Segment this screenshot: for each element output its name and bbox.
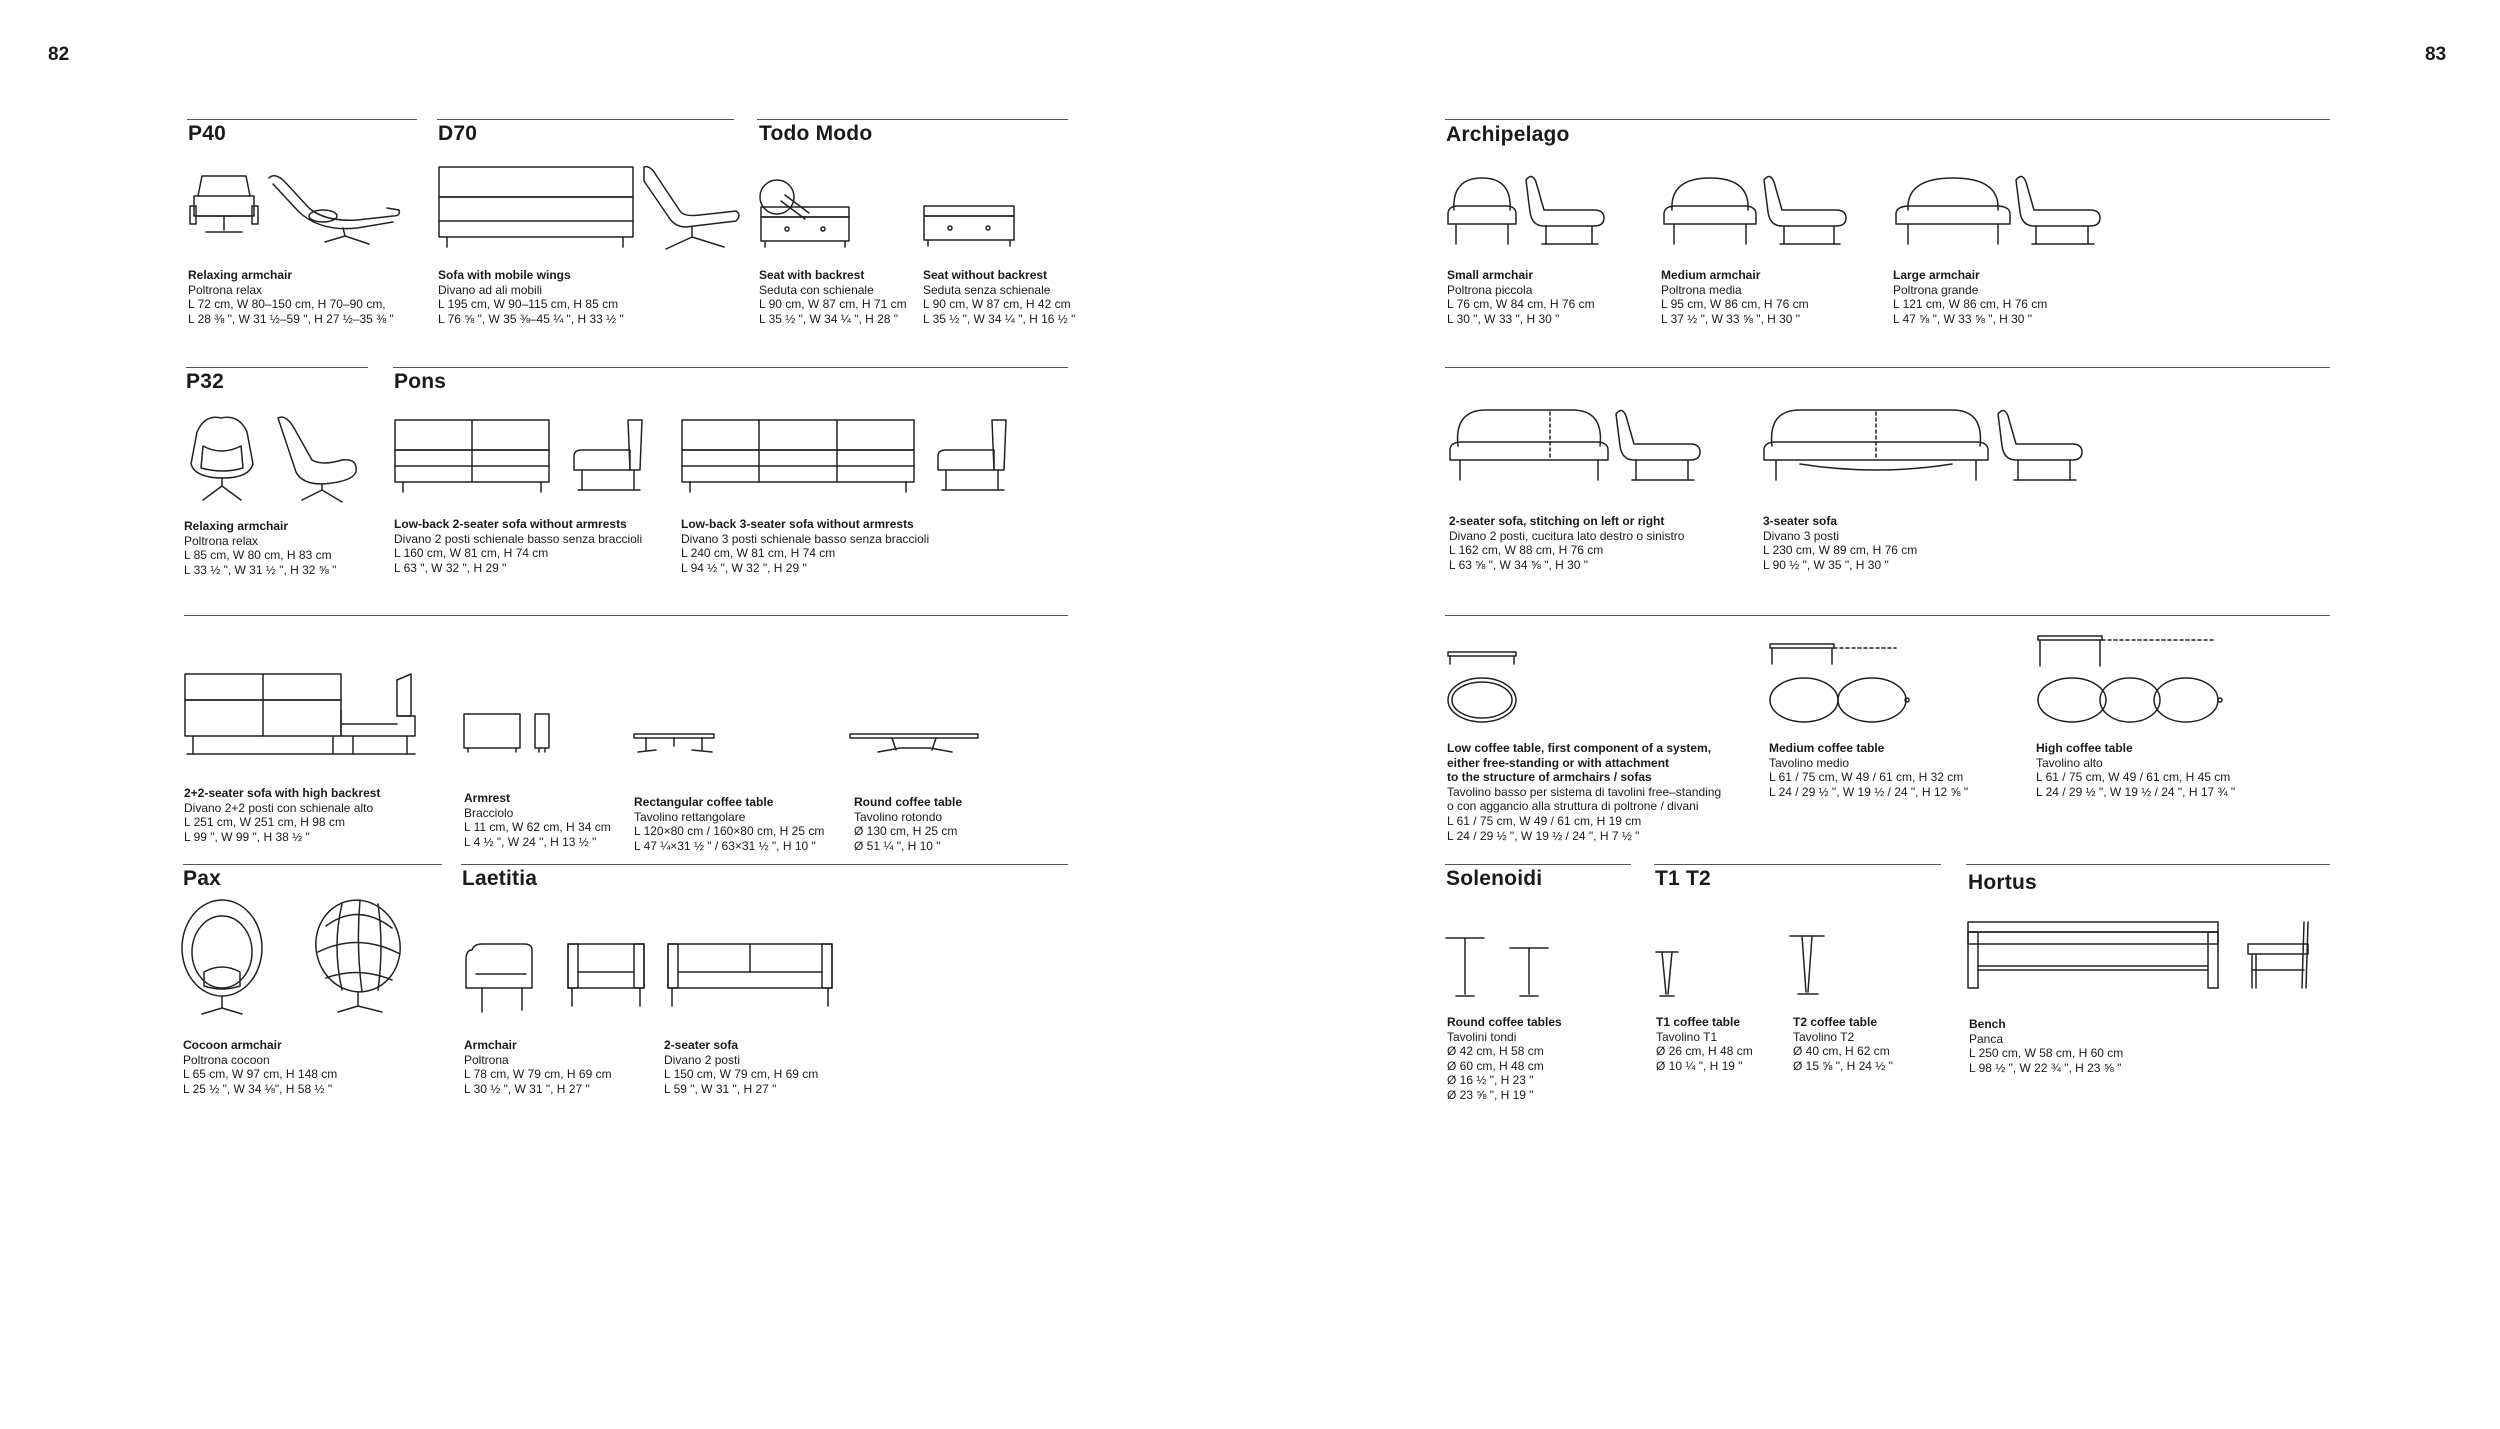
pons-2plus2-drawing [183, 670, 423, 770]
archipelago-medium-side-drawing [1760, 172, 1850, 252]
archipelago-3seater-side-drawing [1994, 406, 2086, 488]
caption-archipelago-large: Large armchair Poltrona grande L 121 cm, W 86 cm, H 76 cm L 47 ⅝ ", W 33 ⅝ ", H 30 " [1893, 268, 2048, 326]
caption-archipelago-3seater: 3-seater sofa Divano 3 posti L 230 cm, W 89 cm, H 76 cm L 90 ½ ", W 35 ", H 30 " [1763, 514, 1918, 572]
divider [1445, 615, 2330, 616]
caption-hortus: Bench Panca L 250 cm, W 58 cm, H 60 cm L 98 ½ ", W 22 ¾ ", H 23 ⅝ " [1969, 1017, 2124, 1075]
caption-round-table: Round coffee table Tavolino rotondo Ø 130 cm, H 25 cm Ø 51 ¼ ", H 10 " [854, 795, 963, 853]
caption-rectangular-table: Rectangular coffee table Tavolino rettangolare L 120×80 cm / 160×80 cm, H 25 cm L 47 ¼×31 ½ " / 63×31 ½ ", H 10 " [634, 795, 825, 853]
pax-side-drawing [312, 896, 408, 1020]
solenoidi-low-table-drawing [1508, 944, 1552, 1000]
p40-side-drawing [265, 170, 405, 250]
divider [1654, 864, 1941, 865]
section-title-p32: P32 [186, 370, 224, 393]
page-number-left: 82 [48, 44, 70, 65]
pons-2seater-drawing [393, 418, 553, 498]
d70-sofa-drawing [437, 165, 637, 255]
archipelago-small-side-drawing [1522, 172, 1608, 252]
hortus-bench-drawing [1966, 918, 2222, 992]
todo-modo-with-backrest-drawing [757, 175, 857, 251]
divider [393, 367, 1068, 368]
p32-side-drawing [272, 412, 362, 502]
laetitia-armchair-drawing [564, 940, 650, 1016]
section-title-solenoidi: Solenoidi [1446, 867, 1543, 890]
divider [757, 119, 1068, 120]
caption-pons-2seater: Low-back 2-seater sofa without armrests Divano 2 posti schienale basso senza braccioli L 160 cm, W 81 cm, H 74 cm L 63 ", W 32 ", H 29 " [394, 517, 643, 575]
section-title-pons: Pons [394, 370, 447, 393]
hortus-side-drawing [2244, 918, 2314, 992]
divider [183, 864, 442, 865]
caption-todo-with-backrest: Seat with backrest Seduta con schienale L 90 cm, W 87 cm, H 71 cm L 35 ½ ", W 34 ¼ ", H 28 " [759, 268, 907, 326]
archipelago-2seater-side-drawing [1612, 406, 1704, 488]
caption-armrest: Armrest Bracciolo L 11 cm, W 62 cm, H 34 cm L 4 ½ ", W 24 ", H 13 ½ " [464, 791, 611, 849]
archipelago-2seater-drawing [1446, 406, 1612, 488]
t1-table-drawing [1652, 948, 1682, 1000]
archipelago-3seater-drawing [1760, 406, 1992, 488]
laetitia-sofa-drawing [664, 940, 836, 1016]
caption-archipelago-medium: Medium armchair Poltrona media L 95 cm, W 86 cm, H 76 cm L 37 ½ ", W 33 ⅝ ", H 30 " [1661, 268, 1809, 326]
section-title-laetitia: Laetitia [462, 867, 538, 890]
divider [1445, 119, 2330, 120]
caption-laetitia-sofa: 2-seater sofa Divano 2 posti L 150 cm, W 79 cm, H 69 cm L 59 ", W 31 ", H 27 " [664, 1038, 819, 1096]
armrest-front-drawing [462, 712, 524, 754]
archipelago-small-front-drawing [1444, 172, 1522, 252]
page-number-right: 83 [2425, 44, 2447, 65]
caption-p40-armchair: Relaxing armchair Poltrona relax L 72 cm, W 80–150 cm, H 70–90 cm, L 28 ⅜ ", W 31 ½–59 ", H 27 ½–35 ⅜ " [188, 268, 394, 326]
p40-front-drawing [188, 168, 268, 248]
caption-t2: T2 coffee table Tavolino T2 Ø 40 cm, H 62 cm Ø 15 ⅝ ", H 24 ½ " [1793, 1015, 1893, 1073]
archipelago-low-table-drawing [1444, 648, 1524, 730]
caption-pons-3seater: Low-back 3-seater sofa without armrests Divano 3 posti schienale basso senza braccioli L 240 cm, W 81 cm, H 74 cm L 94 ½ ", W 32 ", H 29 " [681, 517, 930, 575]
rectangular-table-drawing [632, 732, 718, 758]
round-table-drawing [848, 732, 982, 758]
laetitia-side-drawing [462, 940, 552, 1016]
divider [187, 119, 417, 120]
armrest-side-drawing [533, 712, 553, 754]
section-title-hortus: Hortus [1968, 871, 2037, 894]
section-title-d70: D70 [438, 122, 478, 145]
divider [461, 864, 1068, 865]
section-title-archipelago: Archipelago [1446, 123, 1570, 146]
pax-front-drawing [180, 896, 264, 1020]
divider [186, 367, 368, 368]
archipelago-large-front-drawing [1892, 172, 2014, 252]
t2-table-drawing [1788, 932, 1828, 1000]
archipelago-medium-table-drawing [1766, 640, 1914, 730]
section-title-p40: P40 [188, 122, 226, 145]
d70-side-drawing [640, 163, 744, 255]
pons-3seater-drawing [680, 418, 918, 498]
pons-side-drawing-2 [932, 418, 1014, 498]
archipelago-high-table-drawing [2034, 632, 2226, 730]
caption-pax-cocoon: Cocoon armchair Poltrona cocoon L 65 cm, W 97 cm, H 148 cm L 25 ½ ", W 34 ⅛", H 58 ½ " [183, 1038, 338, 1096]
caption-archipelago-high-table: High coffee table Tavolino alto L 61 / 75 cm, W 49 / 61 cm, H 45 cm L 24 / 29 ½ ", W 19 ½ / 24 ", H 17 ¾ " [2036, 741, 2236, 799]
caption-pons-2plus2: 2+2-seater sofa with high backrest Divano 2+2 posti con schienale alto L 251 cm, W 251 cm, H 98 cm L 99 ", W 99 ", H 38 ½ " [184, 786, 381, 844]
caption-solenoidi: Round coffee tables Tavolini tondi Ø 42 cm, H 58 cm Ø 60 cm, H 48 cm Ø 16 ½ ", H 23 " Ø 23 ⅝ ", H 19 " [1447, 1015, 1562, 1102]
section-title-pax: Pax [183, 867, 221, 890]
section-title-todo-modo: Todo Modo [759, 122, 873, 145]
divider [437, 119, 734, 120]
divider [184, 615, 1068, 616]
divider [1966, 864, 2330, 865]
caption-p32-armchair: Relaxing armchair Poltrona relax L 85 cm, W 80 cm, H 83 cm L 33 ½ ", W 31 ½ ", H 32 ⅝ " [184, 519, 337, 577]
caption-archipelago-low-table: Low coffee table, first component of a system, either free-standing or with attachment to the structure of armchairs / sofas Tavolino basso per sistema di tavolini free–standing o con aggancio alla struttura di poltrone / divani L 61 / 75 cm, W 49 / 61 cm, H 19 cm L 24 / 29 ½ ", W 19 ½ / 24 ", H 7 ½ " [1447, 741, 1722, 843]
divider [1445, 864, 1631, 865]
section-title-t1t2: T1 T2 [1655, 867, 1711, 890]
solenoidi-tall-table-drawing [1444, 934, 1488, 1000]
caption-archipelago-medium-table: Medium coffee table Tavolino medio L 61 / 75 cm, W 49 / 61 cm, H 32 cm L 24 / 29 ½ ", W 19 ½ / 24 ", H 12 ⅝ " [1769, 741, 1969, 799]
todo-modo-without-backrest-drawing [922, 204, 1018, 250]
caption-t1: T1 coffee table Tavolino T1 Ø 26 cm, H 48 cm Ø 10 ¼ ", H 19 " [1656, 1015, 1753, 1073]
p32-front-drawing [183, 412, 261, 502]
caption-laetitia-armchair: Armchair Poltrona L 78 cm, W 79 cm, H 69 cm L 30 ½ ", W 31 ", H 27 " [464, 1038, 612, 1096]
archipelago-large-side-drawing [2012, 172, 2104, 252]
caption-archipelago-small: Small armchair Poltrona piccola L 76 cm, W 84 cm, H 76 cm L 30 ", W 33 ", H 30 " [1447, 268, 1595, 326]
pons-side-drawing [568, 418, 650, 498]
caption-archipelago-2seater: 2-seater sofa, stitching on left or right Divano 2 posti, cucitura lato destro o sinistro L 162 cm, W 88 cm, H 76 cm L 63 ⅝ ", W 34 ⅝ ", H 30 " [1449, 514, 1685, 572]
divider [1445, 367, 2330, 368]
archipelago-medium-front-drawing [1660, 172, 1760, 252]
caption-d70-sofa: Sofa with mobile wings Divano ad ali mobili L 195 cm, W 90–115 cm, H 85 cm L 76 ⅝ ", W 35 ⅜–45 ¼ ", H 33 ½ " [438, 268, 624, 326]
caption-todo-without-backrest: Seat without backrest Seduta senza schienale L 90 cm, W 87 cm, H 42 cm L 35 ½ ", W 34 ¼ ", H 16 ½ " [923, 268, 1076, 326]
